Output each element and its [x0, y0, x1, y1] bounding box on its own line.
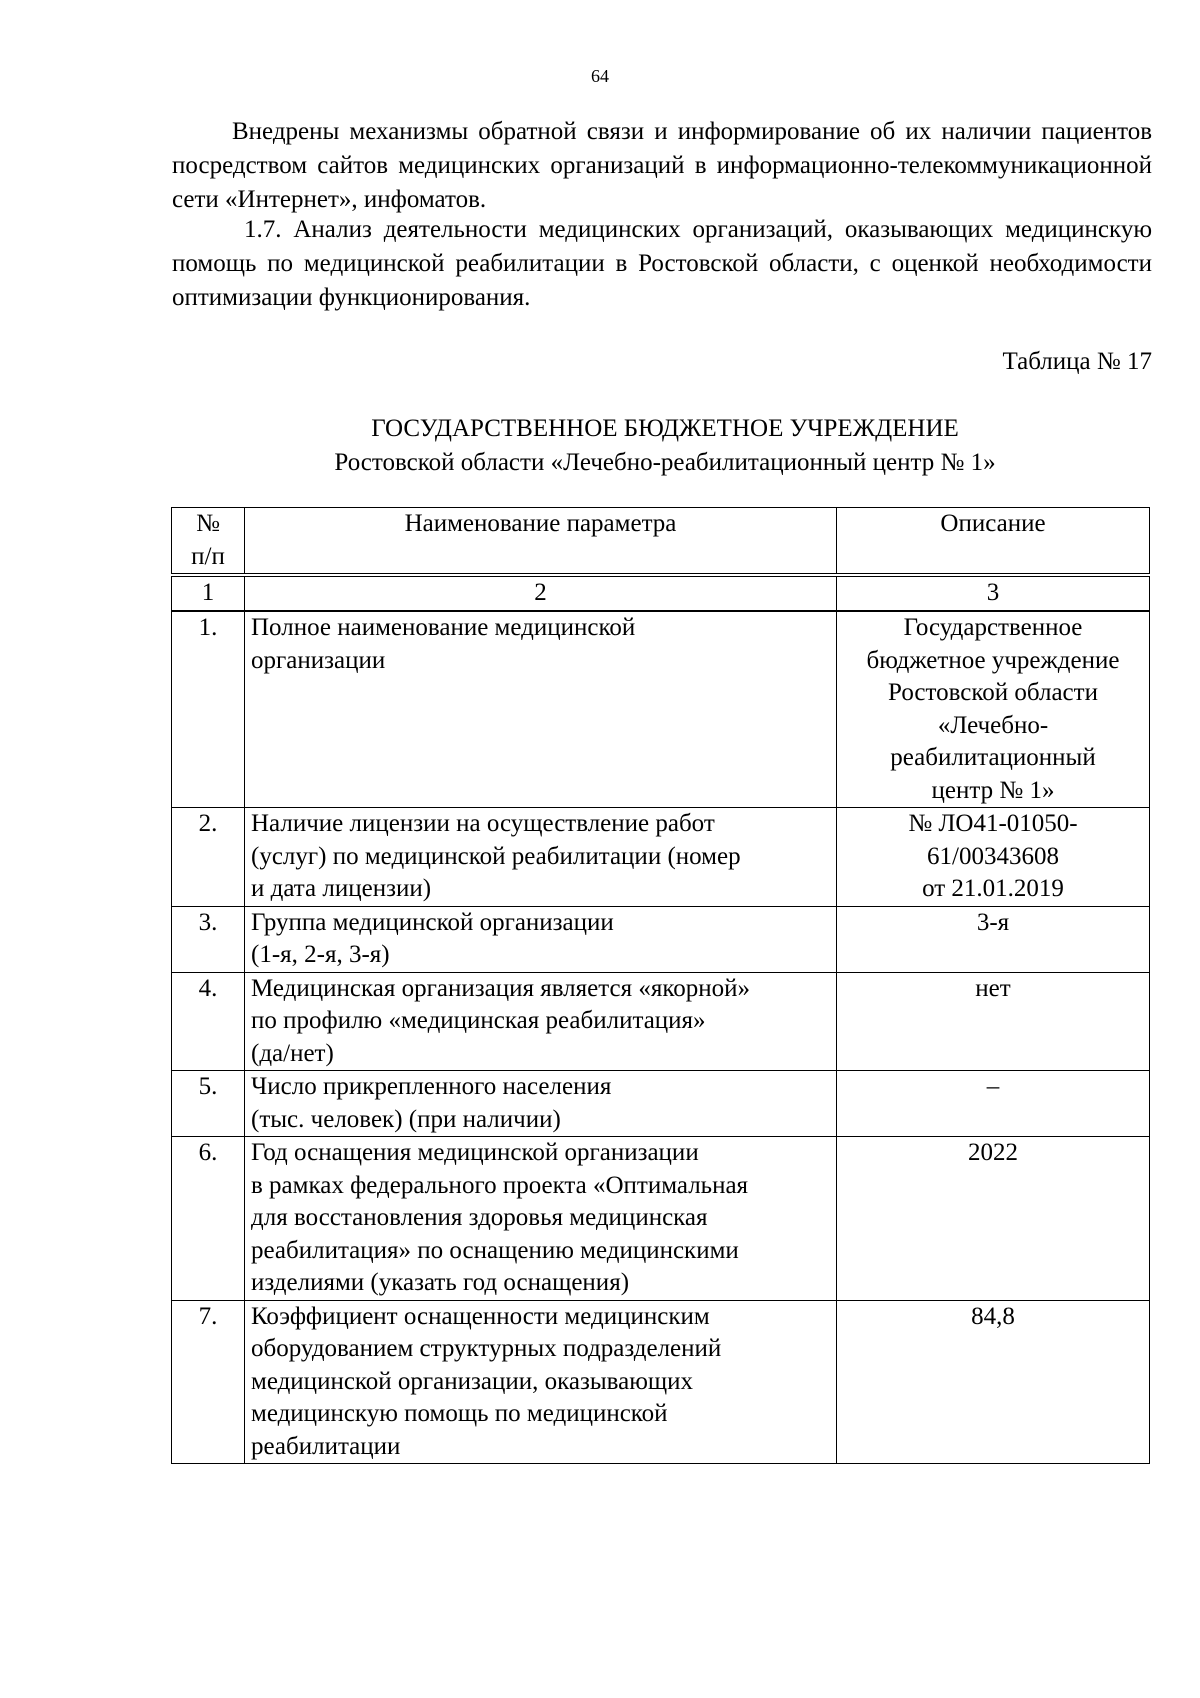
row-parameter: Полное наименование медицинской организации — [245, 611, 837, 808]
paragraph-feedback: Внедрены механизмы обратной связи и информирование об их наличии пациентов посредством сайтов медицинских организаций в информационно-телекоммуникационной сети «Интернет», инфоматов. — [172, 118, 1152, 213]
row-number: 2. — [172, 808, 245, 907]
table-row — [172, 1071, 1150, 1137]
table-row — [172, 1137, 1150, 1301]
row-number: 1. — [172, 611, 245, 808]
table-row — [172, 611, 1150, 808]
header-param: Наименование параметра — [245, 508, 837, 576]
row-parameter: Год оснащения медицинской организации в рамках федерального проекта «Оптимальная для восстановления здоровья медицинская реабилитация» по оснащению медицинскими изделиями (указать год оснащения) — [245, 1137, 837, 1301]
row-description: 3-я — [837, 906, 1150, 972]
row-description: 84,8 — [837, 1300, 1150, 1464]
parameters-table — [171, 507, 1150, 1464]
row-parameter: Медицинская организация является «якорной» по профилю «медицинская реабилитация» (да/нет) — [245, 972, 837, 1071]
row-description: 2022 — [837, 1137, 1150, 1301]
table-header-row — [172, 508, 1150, 576]
row-parameter: Число прикрепленного населения (тыс. человек) (при наличии) — [245, 1071, 837, 1137]
row-number: 5. — [172, 1071, 245, 1137]
column-number-1: 1 — [172, 575, 245, 611]
table-row — [172, 1300, 1150, 1464]
row-number: 4. — [172, 972, 245, 1071]
column-number-3: 3 — [837, 575, 1150, 611]
header-num: № п/п — [172, 508, 245, 576]
header-desc: Описание — [837, 508, 1150, 576]
table-row — [172, 808, 1150, 907]
column-number-row — [172, 575, 1150, 611]
paragraph-analysis: 1.7. Анализ деятельности медицинских организаций, оказывающих медицинскую помощь по медицинской реабилитации в Ростовской области, с оценкой необходимости оптимизации функционирования. — [172, 216, 1152, 311]
table-row — [172, 906, 1150, 972]
row-description: – — [837, 1071, 1150, 1137]
row-parameter: Группа медицинской организации (1-я, 2-я, 3-я) — [245, 906, 837, 972]
org-heading-line-2: Ростовской области «Лечебно-реабилитационный центр № 1» — [334, 449, 996, 476]
column-number-2: 2 — [245, 575, 837, 611]
org-heading — [0, 412, 1200, 480]
row-description: № ЛО41-01050- 61/00343608 от 21.01.2019 — [837, 808, 1150, 907]
row-number: 7. — [172, 1300, 245, 1464]
row-parameter: Коэффициент оснащенности медицинским оборудованием структурных подразделений медицинской организации, оказывающих медицинскую помощь по медицинской реабилитации — [245, 1300, 837, 1464]
page-number: 64 — [591, 66, 609, 86]
row-description: Государственное бюджетное учреждение Ростовской области «Лечебно- реабилитационный центр № 1» — [837, 611, 1150, 808]
row-number: 6. — [172, 1137, 245, 1301]
row-parameter: Наличие лицензии на осуществление работ (услуг) по медицинской реабилитации (номер и дата лицензии) — [245, 808, 837, 907]
org-heading-line-1: ГОСУДАРСТВЕННОЕ БЮДЖЕТНОЕ УЧРЕЖДЕНИЕ — [371, 415, 959, 442]
table-label: Таблица № 17 — [1002, 348, 1152, 375]
row-number: 3. — [172, 906, 245, 972]
row-description: нет — [837, 972, 1150, 1071]
table-row — [172, 972, 1150, 1071]
